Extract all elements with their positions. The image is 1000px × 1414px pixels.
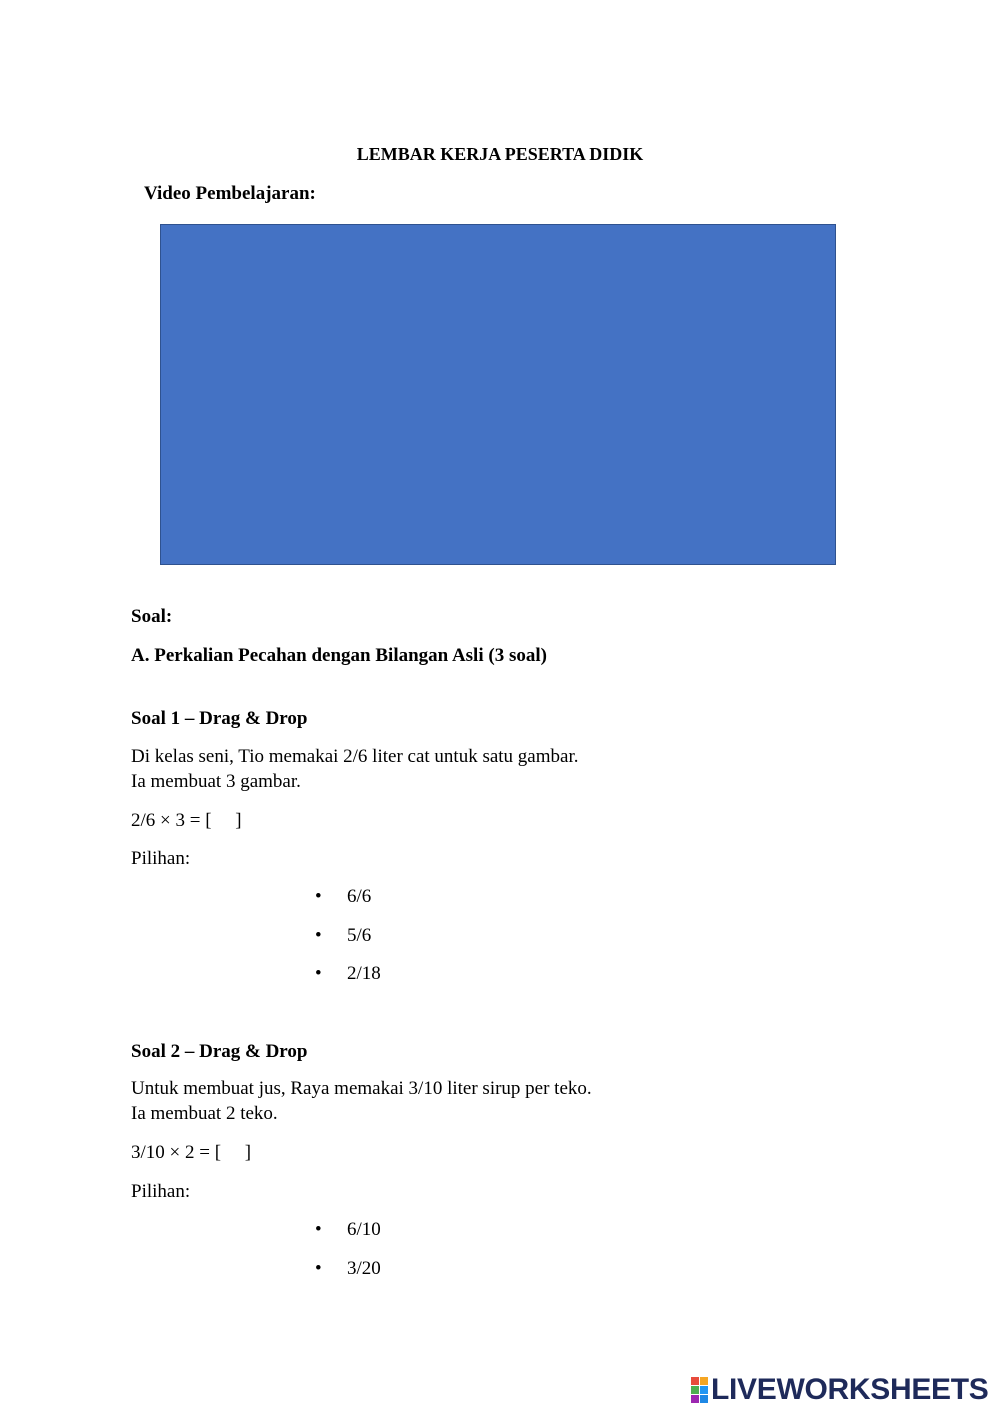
logo-mark-icon: [691, 1377, 708, 1403]
page-title: LEMBAR KERJA PESERTA DIDIK: [356, 144, 644, 164]
question-2-option[interactable]: [315, 1258, 381, 1280]
bullet-icon: •: [315, 925, 322, 946]
question-1-option[interactable]: [315, 925, 371, 947]
bullet-icon: •: [315, 886, 322, 907]
bullet-icon: •: [315, 963, 322, 984]
question-2-options-label: Pilihan:: [131, 1181, 191, 1202]
question-1-title: Soal 1 – Drag & Drop: [131, 708, 308, 729]
question-2-title: Soal 2 – Drag & Drop: [131, 1041, 308, 1062]
option-label: 6/10: [347, 1219, 381, 1240]
section-a-heading: A. Perkalian Pecahan dengan Bilangan Asli (3 soal): [131, 645, 547, 666]
bullet-icon: •: [315, 1219, 322, 1240]
question-1-options-label: Pilihan:: [131, 848, 191, 869]
logo-mark-square: [691, 1386, 699, 1394]
option-label: 5/6: [347, 925, 372, 946]
question-1-text-line2: Ia membuat 3 gambar.: [131, 771, 301, 792]
logo-mark-square: [700, 1395, 708, 1403]
question-2-equation[interactable]: 3/10 × 2 = [ ]: [131, 1142, 252, 1163]
logo-mark-square: [700, 1377, 708, 1385]
option-label: 3/20: [347, 1258, 381, 1279]
logo-text: LIVEWORKSHEETS: [711, 1373, 989, 1406]
question-2-text-line2: Ia membuat 2 teko.: [131, 1103, 278, 1124]
logo-mark-square: [691, 1377, 699, 1385]
video-player[interactable]: [160, 224, 836, 565]
question-1-text-line1: Di kelas seni, Tio memakai 2/6 liter cat untuk satu gambar.: [131, 746, 579, 767]
soal-heading: Soal:: [131, 606, 173, 627]
option-label: 2/18: [347, 963, 381, 984]
logo-mark-square: [700, 1386, 708, 1394]
logo-mark-square: [691, 1395, 699, 1403]
bullet-icon: •: [315, 1258, 322, 1279]
question-1-option[interactable]: [315, 886, 371, 908]
question-2-text-line1: Untuk membuat jus, Raya memakai 3/10 liter sirup per teko.: [131, 1078, 592, 1099]
question-2-option[interactable]: [315, 1219, 381, 1241]
question-1-option[interactable]: [315, 963, 381, 985]
option-label: 6/6: [347, 886, 372, 907]
video-label: Video Pembelajaran:: [144, 183, 316, 204]
question-1-equation[interactable]: 2/6 × 3 = [ ]: [131, 810, 242, 831]
liveworksheets-logo: [691, 1373, 989, 1407]
